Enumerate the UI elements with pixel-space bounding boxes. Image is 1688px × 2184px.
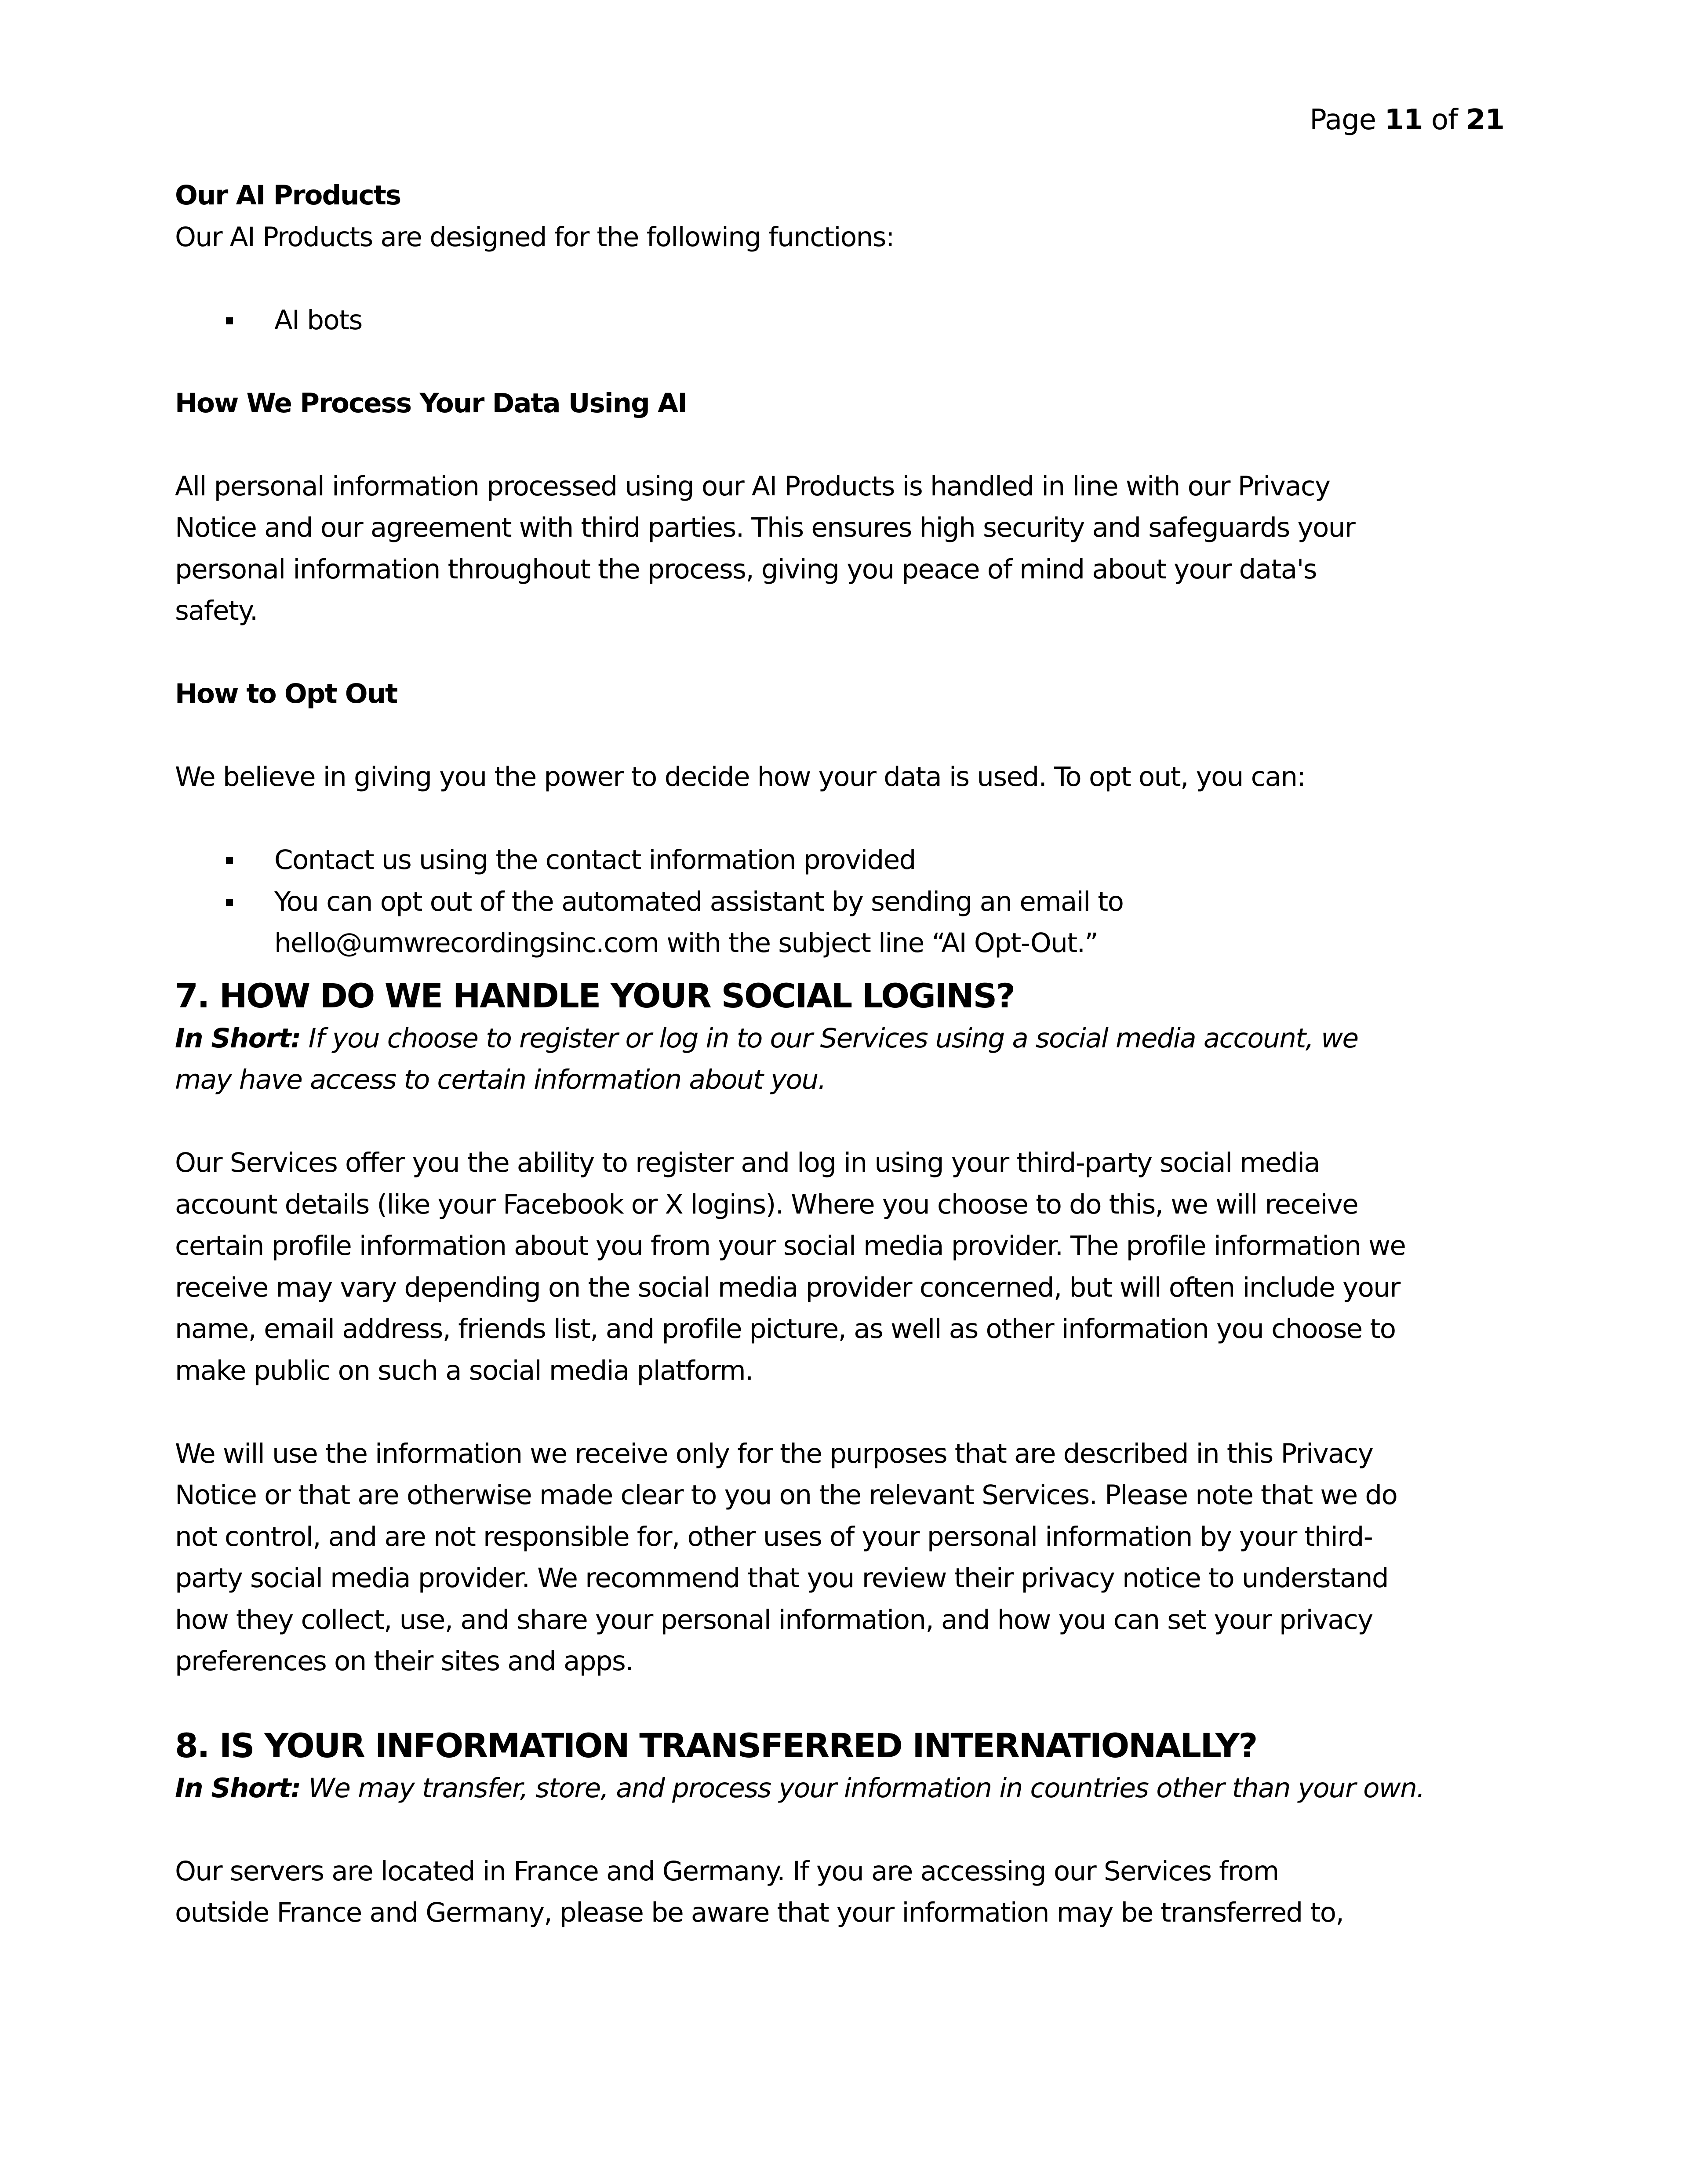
paragraph-line: name, email address, friends list, and profile picture, as well as other information you choose to xyxy=(175,1313,1396,1345)
paragraph-line: certain profile information about you from your social media provider. The profile information we xyxy=(175,1230,1406,1261)
page-number xyxy=(1310,99,1504,141)
paragraph-line: account details (like your Facebook or X logins). Where you choose to do this, we will receive xyxy=(175,1188,1358,1220)
section-8-paragraph-1 xyxy=(175,1851,1511,1934)
paragraph-line: make public on such a social media platform. xyxy=(175,1355,753,1386)
page-number-prefix: Page xyxy=(1310,104,1376,136)
list-item-text: AI bots xyxy=(274,304,362,336)
paragraph-line: Our servers are located in France and Germany. If you are accessing our Services from xyxy=(175,1855,1279,1887)
paragraph-line: preferences on their sites and apps. xyxy=(175,1646,633,1677)
paragraph-line: not control, and are not responsible for, other uses of your personal information by your third- xyxy=(175,1521,1373,1552)
section-8-title: 8. IS YOUR INFORMATION TRANSFERRED INTERNATIONALLY? xyxy=(175,1726,1257,1765)
document-body xyxy=(175,175,1511,1934)
spacer xyxy=(175,258,1511,300)
process-data-heading: How We Process Your Data Using AI xyxy=(175,387,687,419)
section-7-title: 7. HOW DO WE HANDLE YOUR SOCIAL LOGINS? xyxy=(175,976,1015,1015)
paragraph-line: We will use the information we receive only for the purposes that are described in this Privacy xyxy=(175,1438,1373,1469)
section-7-in-short xyxy=(175,1018,1511,1101)
spacer xyxy=(175,798,1511,840)
in-short-text: We may transfer, store, and process your information in countries other than your own. xyxy=(300,1772,1424,1804)
list-item xyxy=(175,839,1511,881)
list-item-text: You can opt out of the automated assistant by sending an email to xyxy=(274,886,1124,917)
ai-functions-list xyxy=(175,300,1511,342)
section-7-paragraph-1 xyxy=(175,1142,1511,1392)
paragraph-line: Our Services offer you the ability to register and log in using your third-party social media xyxy=(175,1147,1320,1178)
in-short-text: may have access to certain information about you. xyxy=(175,1064,826,1095)
paragraph-line: receive may vary depending on the social media provider concerned, but will often include your xyxy=(175,1272,1400,1303)
spacer xyxy=(175,1101,1511,1143)
paragraph-line: personal information throughout the process, giving you peace of mind about your data's xyxy=(175,553,1317,585)
square-bullet-icon xyxy=(226,317,233,324)
spacer xyxy=(175,424,1511,466)
paragraph-line: All personal information processed using our AI Products is handled in line with our Privacy xyxy=(175,470,1330,502)
paragraph-line: party social media provider. We recommend that you review their privacy notice to understand xyxy=(175,1563,1389,1594)
page-number-current: 11 xyxy=(1384,104,1423,136)
opt-out-intro: We believe in giving you the power to decide how your data is used. To opt out, you can: xyxy=(175,761,1306,792)
paragraph-line: how they collect, use, and share your personal information, and how you can set your privacy xyxy=(175,1604,1373,1635)
spacer xyxy=(175,1809,1511,1851)
square-bullet-icon xyxy=(226,899,233,906)
list-item xyxy=(175,300,1511,342)
opt-out-options-list xyxy=(175,839,1511,964)
section-8-in-short xyxy=(175,1768,1511,1810)
spacer xyxy=(175,341,1511,383)
page-number-of: of xyxy=(1431,104,1458,136)
paragraph-line: Notice or that are otherwise made clear to you on the relevant Services. Please note that we do xyxy=(175,1479,1397,1511)
opt-out-heading: How to Opt Out xyxy=(175,678,397,709)
section-7-paragraph-2 xyxy=(175,1433,1511,1683)
spacer xyxy=(175,1392,1511,1433)
paragraph-line: Notice and our agreement with third parties. This ensures high security and safeguards your xyxy=(175,512,1355,543)
list-item-text: hello@umwrecordingsinc.com with the subject line “AI Opt-Out.” xyxy=(274,927,1098,959)
square-bullet-icon xyxy=(226,857,233,864)
process-data-paragraph xyxy=(175,466,1511,632)
paragraph-line: safety. xyxy=(175,595,258,626)
ai-products-heading: Our AI Products xyxy=(175,180,401,211)
spacer xyxy=(175,1683,1511,1724)
list-item-text: Contact us using the contact information provided xyxy=(274,844,916,876)
spacer xyxy=(175,632,1511,674)
in-short-text: If you choose to register or log in to our Services using a social media account, we xyxy=(300,1022,1358,1054)
list-item xyxy=(175,881,1511,964)
spacer xyxy=(175,964,1511,974)
ai-products-intro: Our AI Products are designed for the following functions: xyxy=(175,221,894,253)
spacer xyxy=(175,715,1511,757)
paragraph-line: outside France and Germany, please be aware that your information may be transferred to, xyxy=(175,1897,1344,1928)
in-short-label: In Short: xyxy=(175,1022,301,1054)
in-short-label: In Short: xyxy=(175,1772,301,1804)
page-number-total: 21 xyxy=(1466,104,1504,136)
